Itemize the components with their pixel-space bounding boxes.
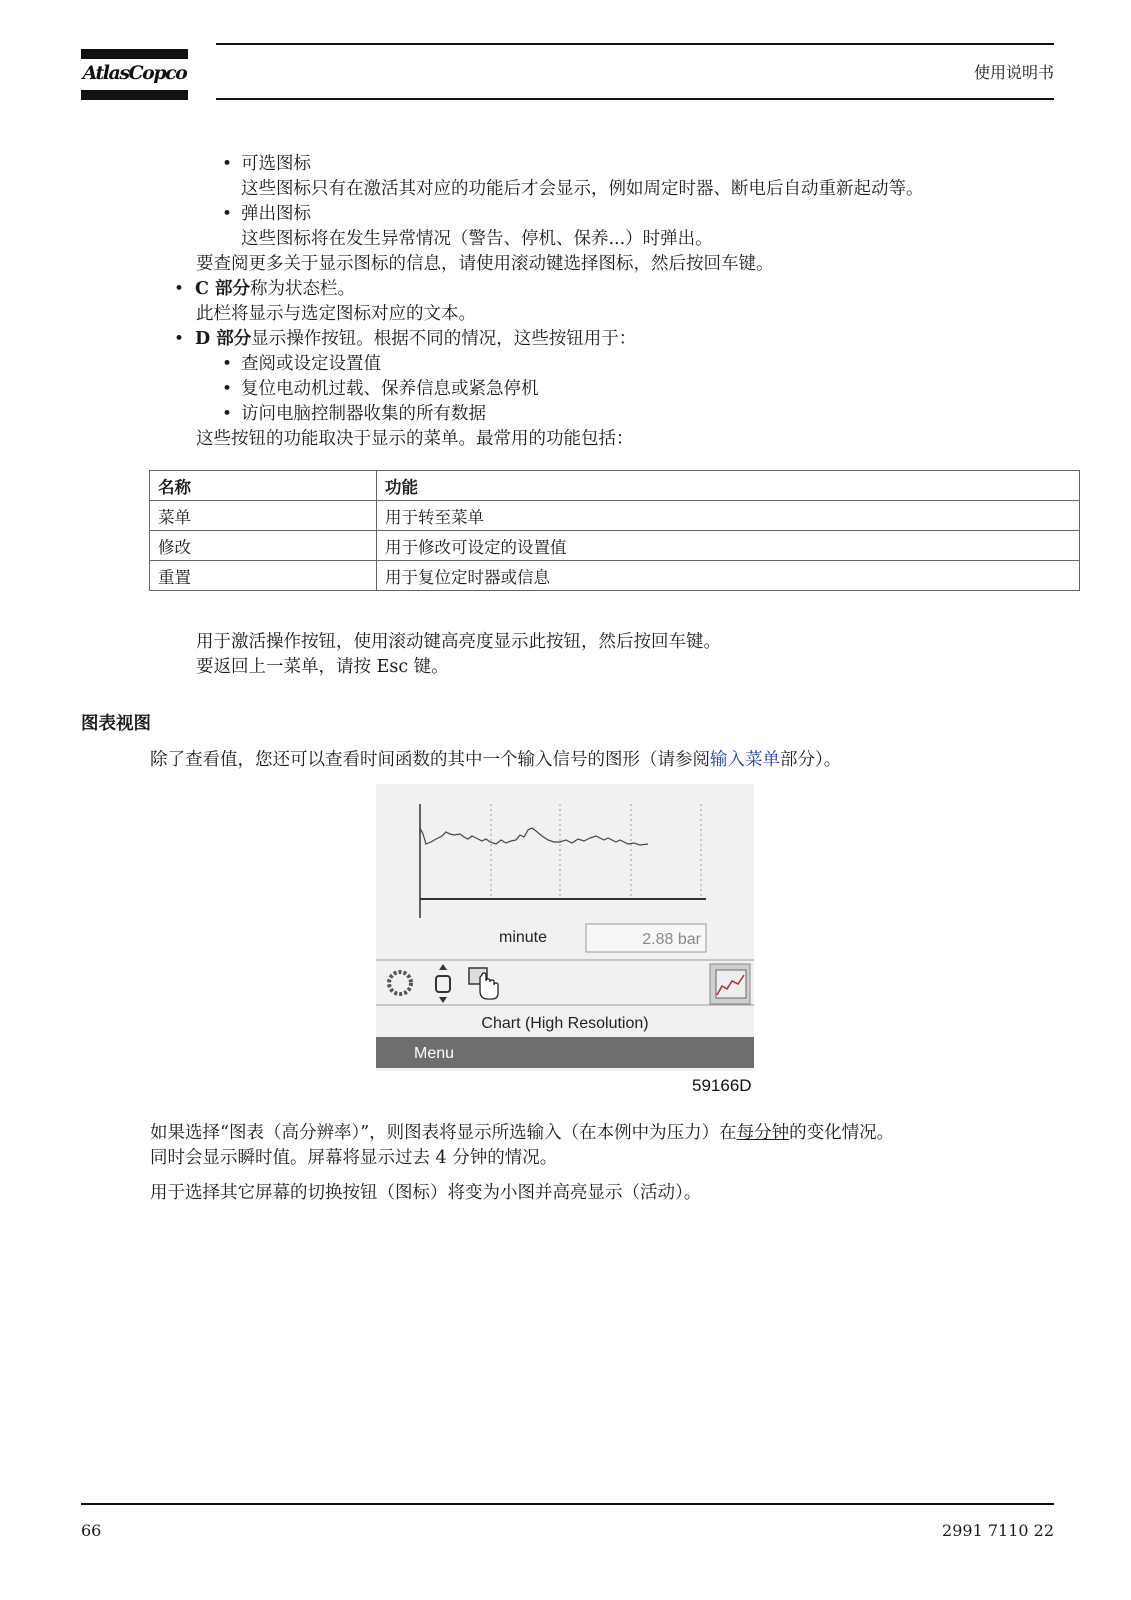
paragraph-2: 同时会显示瞬时值。屏幕将显示过去 4 分钟的情况。 [150,1148,558,1168]
ring-icon[interactable] [389,972,411,994]
bullet-dot: • [222,379,233,399]
table-row [150,501,1080,531]
table-header-row [150,471,1080,501]
menu-button[interactable]: Menu [414,1045,455,1062]
p1-text: 如果选择“图表（高分辨率）”，则图表将显示所选输入（在本例中为压力）在 [150,1123,737,1143]
hand-icon[interactable] [469,968,498,999]
paragraph-1 [150,1121,894,1145]
p1-text-end: 的变化情况。 [789,1123,895,1143]
status-text: Chart (High Resolution) [481,1015,649,1032]
p1-underlined: 每分钟 [736,1123,790,1143]
table-cell: 修改 [150,531,377,561]
popup-icons-desc: 这些图标将在发生异常情况（警告、停机、保养...）时弹出。 [241,229,713,249]
section-c-label: C 部分 [195,279,251,299]
section-c-text: 称为状态栏。 [250,279,356,299]
table-header-name: 名称 [150,471,377,501]
bullet-optional-icons: 可选图标 [241,154,311,174]
bullet-popup-icons: 弹出图标 [241,204,311,224]
list-item: 复位电动机过载、保养信息或紧急停机 [241,379,539,399]
bullet-dot: • [222,354,233,374]
esc-text: 要返回上一菜单，请按 Esc 键。 [196,657,449,677]
section-d-line [195,327,636,351]
function-table [149,470,1080,591]
bullet-dot: • [174,279,185,299]
bullet-dot: • [222,204,233,224]
table-cell: 用于复位定时器或信息 [377,561,1080,591]
logo-bar-top [81,49,188,59]
logo-bar-bottom [81,90,188,100]
logo-text: AtlasCopco [82,62,187,84]
bullet-dot: • [222,404,233,424]
activate-text: 用于激活操作按钮，使用滚动键高亮度显示此按钮，然后按回车键。 [196,632,721,652]
bullet-dot: • [174,329,185,349]
chart-icon[interactable] [710,964,750,1004]
chart-view-intro [150,748,841,772]
buttons-summary: 这些按钮的功能取决于显示的菜单。最常用的功能包括： [196,429,634,449]
table-row [150,561,1080,591]
page-number: 66 [81,1521,102,1540]
screen-graphic [376,784,754,1071]
table-cell: 菜单 [150,501,377,531]
list-item: 访问电脑控制器收集的所有数据 [241,404,486,424]
section-d-text: 显示操作按钮。根据不同的情况，这些按钮用于： [251,329,637,349]
table-cell: 重置 [150,561,377,591]
pressure-chart [420,804,706,918]
input-menu-link[interactable]: 输入菜单 [710,750,780,770]
doc-title: 使用说明书 [973,63,1054,82]
header-rule-top [216,43,1054,45]
section-d-label: D 部分 [195,329,252,349]
chart-series-line [420,828,648,845]
table-header-function: 功能 [377,471,1080,501]
table-cell: 用于修改可设定的设置值 [377,531,1080,561]
table-cell: 用于转至菜单 [377,501,1080,531]
more-info-text: 要查阅更多关于显示图标的信息，请使用滚动键选择图标，然后按回车键。 [196,254,774,274]
figure-id: 59166D [692,1076,752,1095]
table-row [150,531,1080,561]
doc-number: 2991 7110 22 [942,1521,1054,1540]
section-c-line [195,277,355,301]
bullet-dot: • [222,154,233,174]
adjust-icon[interactable] [436,964,450,1003]
paragraph-3: 用于选择其它屏幕的切换按钮（图标）将变为小图并高亮显示（活动）。 [150,1183,702,1203]
section-title-chart-view: 图表视图 [81,714,151,734]
value-readout: 2.88 bar [642,931,701,948]
optional-icons-desc: 这些图标只有在激活其对应的功能后才会显示，例如周定时器、断电后自动重新起动等。 [241,179,924,199]
unit-label: minute [499,929,548,946]
footer-rule [81,1503,1054,1505]
list-item: 查阅或设定设置值 [241,354,381,374]
intro-text-end: 部分）。 [780,750,842,770]
intro-text: 除了查看值，您还可以查看时间函数的其中一个输入信号的图形（请参阅 [150,750,710,770]
header-rule-bottom [216,98,1054,100]
section-c-desc: 此栏将显示与选定图标对应的文本。 [196,304,476,324]
controller-screen [376,784,754,1071]
